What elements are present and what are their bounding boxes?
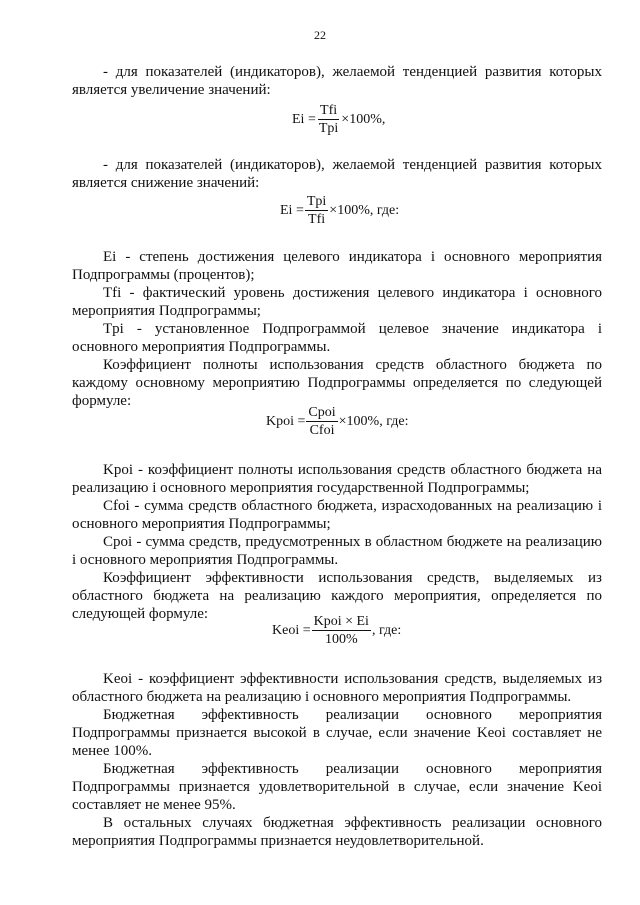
numerator: Cpoi — [308, 405, 336, 420]
formula-ei-decrease — [280, 194, 399, 227]
formula-kpoi — [266, 405, 408, 438]
definition-cpoi: Cpoi - сумма средств, предусмотренных в областном бюджете на реализацию i основного мероприятия Подпрограммы. — [72, 534, 602, 568]
fraction — [317, 103, 340, 136]
definition-tpi: Tpi - установленное Подпрограммой целевое значение индикатора i основного мероприятия Подпрограммы. — [72, 321, 602, 355]
denominator: 100% — [324, 632, 358, 647]
paragraph-efficiency-coefficient: Коэффициент эффективности использования средств, выделяемых из областного бюджета на реализацию каждого мероприятия, определяется по следующей формуле: — [72, 570, 602, 622]
formula-ei-increase — [292, 103, 385, 136]
formula-rhs: ×100%, где: — [329, 202, 400, 218]
fraction — [305, 194, 328, 227]
definition-kpoi: Kpoi - коэффициент полноты использования средств областного бюджета на реализацию i основного мероприятия государственной Подпрограммы; — [72, 462, 602, 496]
fraction — [312, 614, 371, 647]
definition-keoi: Keoi - коэффициент эффективности использования средств, выделяемых из областного бюджета на реализацию i основного мероприятия Подпрограммы. — [72, 671, 602, 705]
formula-lhs: Keoi = — [272, 622, 311, 638]
paragraph-increase: - для показателей (индикаторов), желаемой тенденцией развития которых является увеличение значений: — [72, 64, 602, 98]
denominator: Tpi — [318, 121, 339, 136]
formula-rhs: ×100%, где: — [338, 413, 409, 429]
formula-rhs: , где: — [371, 622, 402, 638]
numerator: Tfi — [320, 103, 338, 118]
fraction — [306, 405, 337, 438]
definition-tfi: Tfi - фактический уровень достижения целевого индикатора i основного мероприятия Подпрограммы; — [72, 285, 602, 319]
denominator: Tfi — [308, 212, 326, 227]
formula-rhs: ×100%, — [341, 111, 386, 127]
numerator: Kpoi × Ei — [313, 614, 369, 629]
paragraph-satisfactory-efficiency: Бюджетная эффективность реализации основного мероприятия Подпрограммы признается удовлетворительной в случае, если значение Keoi составляет не менее 95%. — [72, 761, 602, 813]
formula-lhs: Ei = — [292, 111, 316, 127]
formula-keoi — [272, 614, 401, 647]
numerator: Tpi — [306, 194, 327, 209]
definition-ei: Ei - степень достижения целевого индикатора i основного мероприятия Подпрограммы (процентов); — [72, 249, 602, 283]
formula-lhs: Ei = — [280, 202, 304, 218]
definition-cfoi: Cfoi - сумма средств областного бюджета, израсходованных на реализацию i основного мероприятия Подпрограммы; — [72, 498, 602, 532]
denominator: Cfoi — [309, 423, 335, 438]
paragraph-decrease: - для показателей (индикаторов), желаемой тенденцией развития которых является снижение значений: — [72, 157, 602, 191]
formula-lhs: Kpoi = — [266, 413, 306, 429]
paragraph-high-efficiency: Бюджетная эффективность реализации основного мероприятия Подпрограммы признается высокой в случае, если значение Keoi составляет не менее 100%. — [72, 707, 602, 759]
page-number: 22 — [314, 28, 326, 42]
paragraph-unsatisfactory-efficiency: В остальных случаях бюджетная эффективность реализации основного мероприятия Подпрограммы признается неудовлетворительной. — [72, 815, 602, 849]
paragraph-completeness-coefficient: Коэффициент полноты использования средств областного бюджета по каждому основному мероприятию Подпрограммы определяется по следующей формуле: — [72, 357, 602, 409]
